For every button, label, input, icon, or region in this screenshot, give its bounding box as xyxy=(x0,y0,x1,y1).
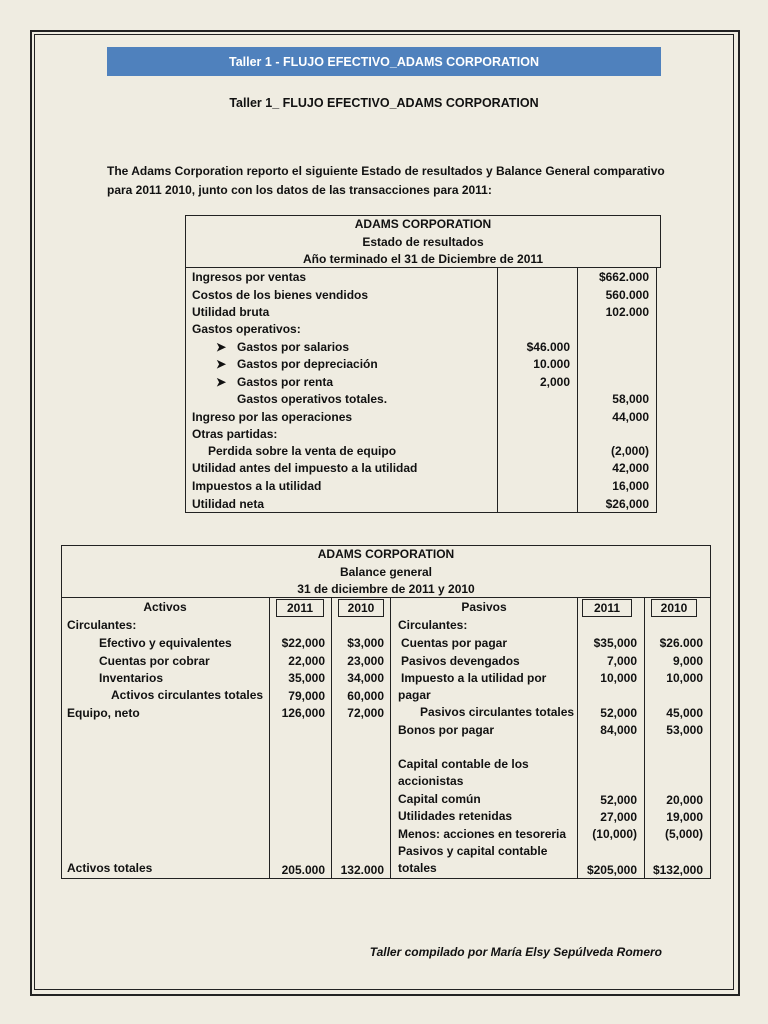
liability-row-label: Capital contable de los xyxy=(398,757,529,771)
is-row-right: 102.000 xyxy=(605,305,649,319)
asset-row-2010: 60,000 xyxy=(347,689,384,703)
asset-row-2010: 34,000 xyxy=(347,671,384,685)
liability-row-2010: 45,000 xyxy=(666,706,703,720)
liability-row-2011: 52,000 xyxy=(600,793,637,807)
is-title-3: Año terminado el 31 de Diciembre de 2011 xyxy=(302,252,544,266)
title-banner xyxy=(107,47,661,76)
liability-row-2010: 9,000 xyxy=(672,654,703,668)
asset-row-label: Activos circulantes totales xyxy=(111,688,264,702)
assets-total-2011: 205.000 xyxy=(281,863,325,877)
liability-row-label: Pasivos circulantes totales xyxy=(420,705,575,719)
asset-row-2010: $3,000 xyxy=(347,636,384,650)
liability-row-label: accionistas xyxy=(398,774,464,788)
is-border-bottom xyxy=(185,512,657,513)
is-row-right: 560.000 xyxy=(605,288,649,302)
asset-row-2010: 72,000 xyxy=(347,706,384,720)
bs-col-divider xyxy=(644,597,645,879)
assets-header: Activos xyxy=(143,600,187,614)
asset-row-2011: 126,000 xyxy=(281,706,325,720)
liability-row-2011: 7,000 xyxy=(606,654,637,668)
is-row-label: Ingreso por las operaciones xyxy=(192,410,353,424)
asset-row-label: Efectivo y equivalentes xyxy=(99,636,232,650)
liability-row-label: Impuesto a la utilidad por xyxy=(401,671,547,685)
is-row-mid: 2,000 xyxy=(539,375,570,389)
bs-border-top xyxy=(61,545,711,546)
is-row-label: Utilidad antes del impuesto a la utilidad xyxy=(192,461,418,475)
is-row-right: 16,000 xyxy=(612,479,649,493)
bullet-arrow-icon: ➤ xyxy=(216,340,227,354)
bs-title-3: 31 de diciembre de 2011 y 2010 xyxy=(297,582,475,596)
liability-row-2011: 52,000 xyxy=(600,706,637,720)
is-row-right: $26,000 xyxy=(605,497,649,511)
liability-row-2010: 53,000 xyxy=(666,723,703,737)
liability-row-2011: 84,000 xyxy=(600,723,637,737)
is-row-label: Gastos operativos totales. xyxy=(237,392,388,406)
is-row-mid: $46.000 xyxy=(526,340,570,354)
is-col-divider-1 xyxy=(497,267,498,513)
is-row-label: Gastos operativos: xyxy=(192,322,301,336)
is-title-1: ADAMS CORPORATION xyxy=(354,217,492,231)
bs-title-2: Balance general xyxy=(339,565,433,579)
liability-row-2010: 20,000 xyxy=(666,793,703,807)
liability-row-label: Pasivos y capital contable xyxy=(398,844,548,858)
liability-row-2011: (10,000) xyxy=(592,827,637,841)
liability-row-2010: 19,000 xyxy=(666,810,703,824)
assets-year-2011: 2011 xyxy=(276,599,324,617)
liability-row-label: Capital común xyxy=(398,792,481,806)
liability-row-2010: 10,000 xyxy=(666,671,703,685)
is-row-label: Gastos por salarios xyxy=(237,340,350,354)
asset-row-2011: 35,000 xyxy=(288,671,325,685)
bs-col-divider xyxy=(269,597,270,879)
liability-row-label: Utilidades retenidas xyxy=(398,809,513,823)
liability-row-2010: $132,000 xyxy=(652,863,703,877)
bs-title-1: ADAMS CORPORATION xyxy=(317,547,455,561)
liability-row-2011: 27,000 xyxy=(600,810,637,824)
asset-row-label: Inventarios xyxy=(99,671,164,685)
asset-row-label: Equipo, neto xyxy=(67,706,140,720)
is-row-label: Ingresos por ventas xyxy=(192,270,307,284)
is-row-right: 44,000 xyxy=(612,410,649,424)
is-row-right: (2,000) xyxy=(610,444,649,458)
assets-year-2010: 2010 xyxy=(338,599,384,617)
intro-line-2: para 2011 2010, junto con los datos de las transacciones para 2011: xyxy=(107,183,492,197)
intro-line-1: The Adams Corporation reporto el siguiente Estado de resultados y Balance General comparativo xyxy=(107,164,665,178)
liabilities-year-2010: 2010 xyxy=(651,599,697,617)
liability-row-label: Circulantes: xyxy=(398,618,468,632)
is-row-label: Utilidad bruta xyxy=(192,305,270,319)
is-row-label: Perdida sobre la venta de equipo xyxy=(208,444,397,458)
liability-row-label: Bonos por pagar xyxy=(398,723,495,737)
bs-border-bottom xyxy=(61,878,711,879)
asset-row-2011: $22,000 xyxy=(281,636,325,650)
liability-row-2011: 10,000 xyxy=(600,671,637,685)
liability-row-label: pagar xyxy=(398,688,431,702)
assets-total-label: Activos totales xyxy=(67,861,153,875)
bs-col-divider xyxy=(390,597,391,879)
liabilities-year-2011: 2011 xyxy=(582,599,632,617)
is-border-right xyxy=(656,267,657,513)
is-row-mid: 10.000 xyxy=(533,357,570,371)
assets-total-2010: 132.000 xyxy=(340,863,384,877)
is-row-right: $662.000 xyxy=(598,270,649,284)
liabilities-header: Pasivos xyxy=(461,600,507,614)
asset-row-label: Circulantes: xyxy=(67,618,137,632)
is-header-divider xyxy=(185,267,661,268)
bullet-arrow-icon: ➤ xyxy=(216,375,227,389)
is-border-top xyxy=(185,215,661,216)
footer-credit: Taller compilado por María Elsy Sepúlveda Romero xyxy=(369,945,662,959)
liability-row-label: totales xyxy=(398,861,437,875)
is-row-label: Impuestos a la utilidad xyxy=(192,479,322,493)
liability-row-label: Pasivos devengados xyxy=(401,654,520,668)
asset-row-label: Cuentas por cobrar xyxy=(99,654,210,668)
liability-row-2011: $35,000 xyxy=(593,636,637,650)
is-row-label: Costos de los bienes vendidos xyxy=(192,288,369,302)
banner-text: Taller 1 - FLUJO EFECTIVO_ADAMS CORPORATION xyxy=(229,54,539,69)
liability-row-label: Menos: acciones en tesoreria xyxy=(398,827,567,841)
liability-row-2011: $205,000 xyxy=(586,863,637,877)
bs-col-divider xyxy=(577,597,578,879)
page-subtitle: Taller 1_ FLUJO EFECTIVO_ADAMS CORPORATION xyxy=(229,96,539,110)
is-col-divider-2 xyxy=(577,267,578,513)
liability-row-label: Cuentas por pagar xyxy=(401,636,508,650)
is-row-label: Gastos por renta xyxy=(237,375,334,389)
asset-row-2010: 23,000 xyxy=(347,654,384,668)
asset-row-2011: 22,000 xyxy=(288,654,325,668)
is-row-right: 42,000 xyxy=(612,461,649,475)
bs-col-divider xyxy=(331,597,332,879)
liability-row-2010: (5,000) xyxy=(664,827,703,841)
liability-row-2010: $26.000 xyxy=(659,636,703,650)
bullet-arrow-icon: ➤ xyxy=(216,357,227,371)
bs-header-divider xyxy=(61,597,711,598)
is-title-2: Estado de resultados xyxy=(362,235,484,249)
asset-row-2011: 79,000 xyxy=(288,689,325,703)
is-row-right: 58,000 xyxy=(612,392,649,406)
is-row-label: Utilidad neta xyxy=(192,497,265,511)
is-row-label: Otras partidas: xyxy=(192,427,278,441)
is-row-label: Gastos por depreciación xyxy=(237,357,378,371)
intro-paragraph xyxy=(107,162,667,200)
